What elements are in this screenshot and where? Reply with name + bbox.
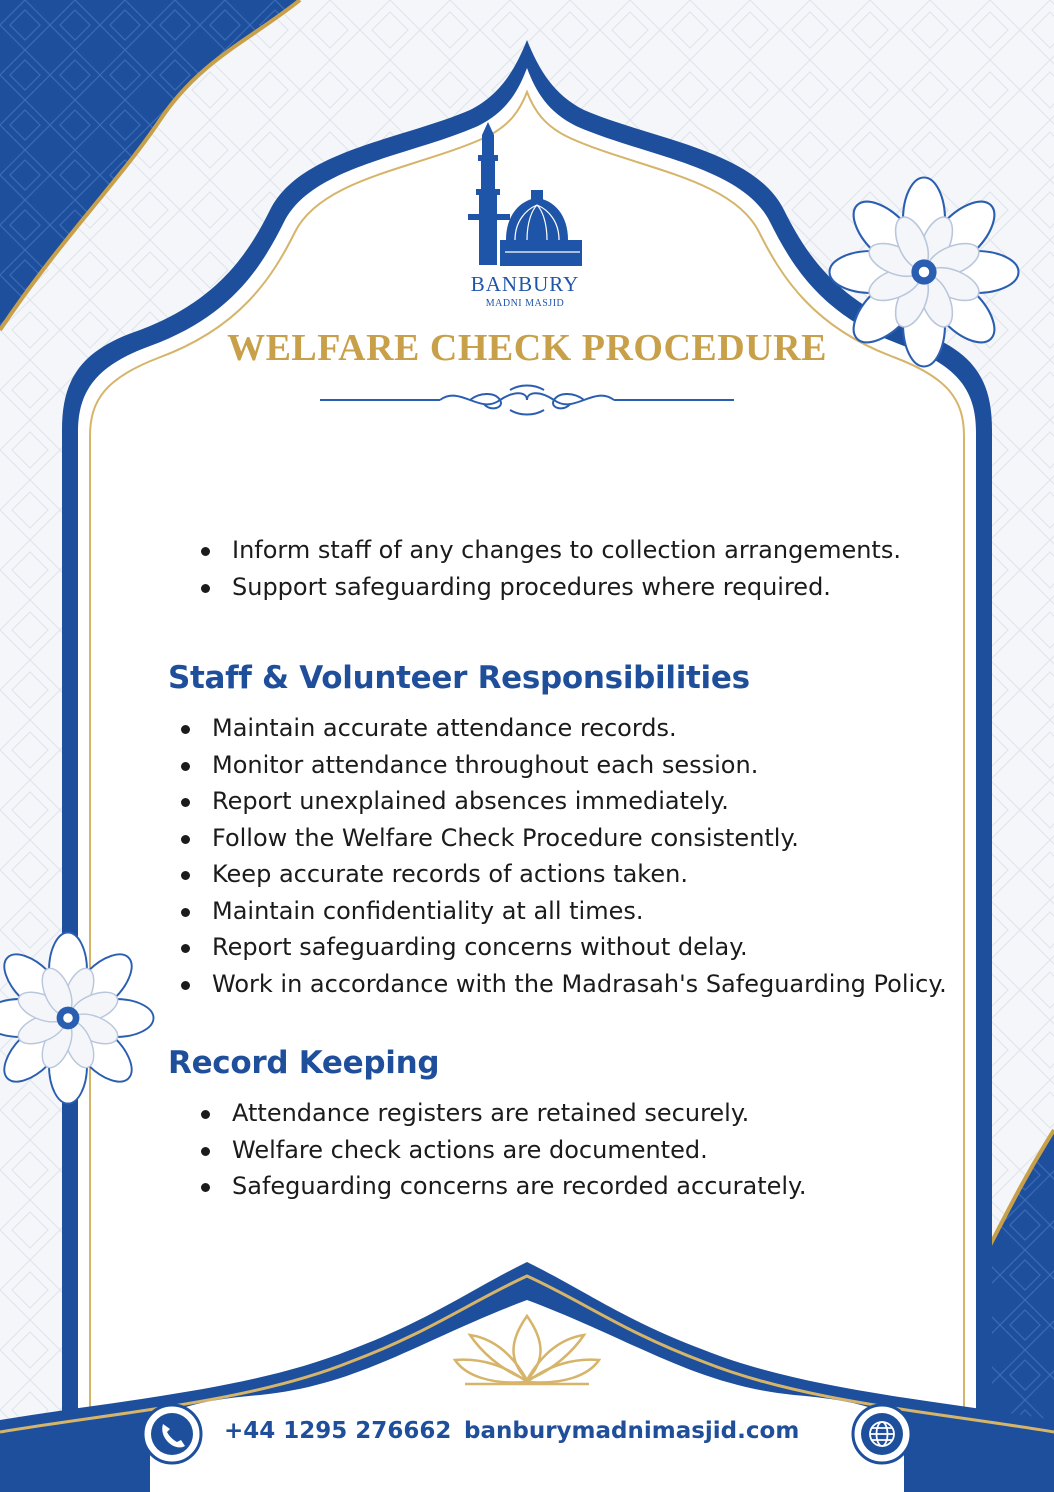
intro-list (194, 532, 914, 605)
staff-responsibilities-list (174, 710, 954, 1002)
list-item: Maintain accurate attendance records. (174, 710, 954, 747)
list-item: Safeguarding concerns are recorded accurately. (194, 1168, 914, 1205)
list-item: Welfare check actions are documented. (194, 1132, 914, 1169)
organization-subtitle: MADNI MASJID (485, 298, 565, 309)
list-item: Attendance registers are retained securely. (194, 1095, 914, 1132)
website-link[interactable]: banburymadnimasjid.com (464, 1418, 800, 1444)
list-item: Report safeguarding concerns without delay. (174, 929, 954, 966)
record-keeping-list (194, 1095, 914, 1205)
list-item: Report unexplained absences immediately. (174, 783, 954, 820)
section-heading-staff: Staff & Volunteer Responsibilities (168, 660, 750, 696)
list-item: Inform staff of any changes to collection arrangements. (194, 532, 914, 569)
globe-icon (853, 1405, 911, 1463)
list-item: Support safeguarding procedures where required. (194, 569, 914, 606)
list-item: Keep accurate records of actions taken. (174, 856, 954, 893)
page-title: WELFARE CHECK PROCEDURE (227, 327, 827, 369)
list-item: Work in accordance with the Madrasah's Safeguarding Policy. (174, 966, 954, 1003)
list-item: Monitor attendance throughout each session. (174, 747, 954, 784)
phone-icon (143, 1405, 201, 1463)
list-item: Follow the Welfare Check Procedure consistently. (174, 820, 954, 857)
organization-name: BANBURY (470, 272, 580, 296)
section-heading-record-keeping: Record Keeping (168, 1045, 440, 1081)
list-item: Maintain confidentiality at all times. (174, 893, 954, 930)
phone-number[interactable]: +44 1295 276662 (224, 1418, 452, 1444)
